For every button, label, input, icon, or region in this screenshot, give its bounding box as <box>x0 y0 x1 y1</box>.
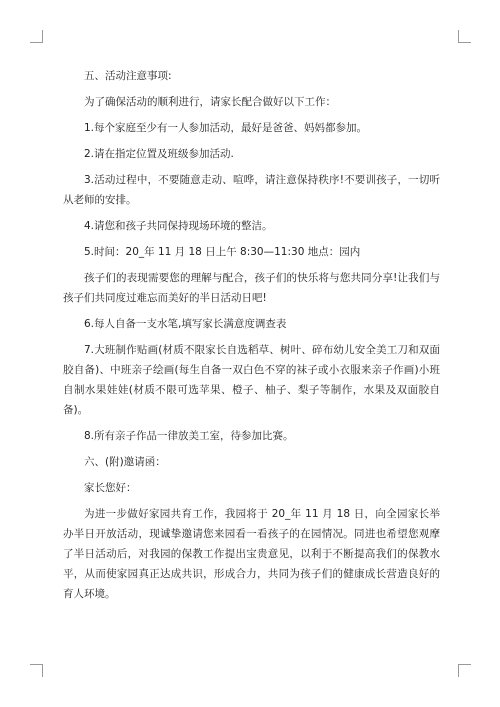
note-item-1: 1.每个家庭至少有一人参加活动，最好是爸爸、妈妈都参加。 <box>84 122 368 134</box>
note-item-6: 6.每人自备一支水笔,填写家长满意度调查表 <box>84 318 287 330</box>
section-heading-notes: 五、活动注意事项: <box>84 70 172 82</box>
note-item-2: 2.请在指定位置及班级参加活动. <box>84 148 234 160</box>
notes-paragraph-share: 孩子们的表现需要您的理解与配合，孩子们的快乐将与您共同分享!让我们与孩子们共同度过难忘而美好的半日活动日吧! <box>63 272 440 304</box>
crop-mark-bottom-left <box>30 664 43 677</box>
note-item-5-time-location: 5.时间：20_年 11 月 18 日上午 8:30—11:30 地点：园内 <box>84 246 361 258</box>
invitation-greeting: 家长您好： <box>84 482 137 494</box>
crop-mark-top-left <box>30 30 43 43</box>
notes-intro: 为了确保活动的顺利进行，请家长配合做好以下工作： <box>84 96 336 108</box>
invitation-body: 为进一步做好家园共育工作，我园将于 20_年 11 月 18 日，向全园家长举办半日开放活动，现诚挚邀请您来园看一看孩子的在园情况。同进也希望您观摩了半日活动后，对我园的保教工作提出宝贵意见，以利于不断提高我们的保教水平，从而使家园真正达成共识，形成合力，共同为孩子们的健康成长营造良好的育人环境。 <box>63 508 440 600</box>
crop-mark-top-right <box>458 30 471 43</box>
note-item-4: 4.请您和孩子共同保持现场环境的整洁。 <box>84 220 273 232</box>
crop-mark-bottom-right <box>458 664 471 677</box>
document-body <box>63 66 440 610</box>
note-item-7: 7.大班制作贴画(材质不限家长自选稻草、树叶、碎布幼儿安全美工刀和双面胶自备)、中班亲子绘画(每生自备一双白色不穿的袜子或小衣服来亲子作画)小班自制水果娃娃(材质不限可选苹果、橙子、柚子、梨子等制作，水果及双面胶自备)。 <box>63 344 440 416</box>
note-item-8: 8.所有亲子作品一律放美工室，待参加比赛。 <box>84 430 294 442</box>
section-heading-invitation: 六、(附)邀请函： <box>84 456 166 468</box>
note-item-3: 3.活动过程中，不要随意走动、喧哗，请注意保持秩序!不要训孩子，一切听从老师的安排。 <box>63 174 440 206</box>
